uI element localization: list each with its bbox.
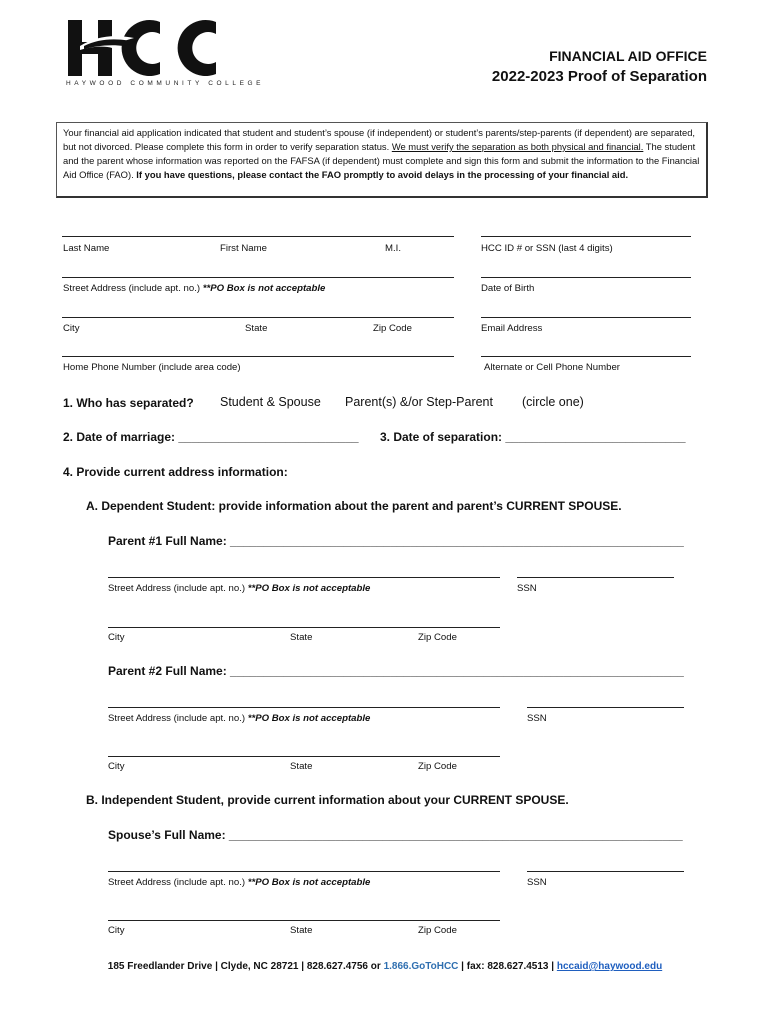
parent2-zip-label: Zip Code xyxy=(418,761,457,772)
spouse-city-line[interactable] xyxy=(108,920,500,921)
logo-subtext: HAYWOOD COMMUNITY COLLEGE xyxy=(66,80,265,87)
parent1-state-label: State xyxy=(290,632,313,643)
footer-address: 185 Freedlander Drive | Clyde, NC 28721 | 828.627.4756 or xyxy=(107,961,384,972)
q4-label: 4. Provide current address information: xyxy=(63,465,288,479)
parent1-zip-label: Zip Code xyxy=(418,632,457,643)
parent2-name-field[interactable]: Parent #2 Full Name: ____________________________________________________________________ xyxy=(108,664,684,678)
first-name-label: First Name xyxy=(220,243,267,254)
alt-phone-line[interactable] xyxy=(481,356,691,357)
parent2-ssn-line[interactable] xyxy=(527,707,684,708)
spouse-state-label: State xyxy=(290,925,313,936)
parent1-ssn-label: SSN xyxy=(517,583,537,594)
instructions-box xyxy=(56,122,708,198)
id-label: HCC ID # or SSN (last 4 digits) xyxy=(481,243,613,254)
spouse-ssn-label: SSN xyxy=(527,877,547,888)
parent2-city-label: City xyxy=(108,761,125,772)
email-line[interactable] xyxy=(481,317,691,318)
spouse-ssn-line[interactable] xyxy=(527,871,684,872)
parent2-street-label: Street Address (include apt. no.) **PO Box is not acceptable xyxy=(108,713,371,724)
instructions-bold: If you have questions, please contact the FAO promptly to avoid delays in the processing of your financial aid. xyxy=(136,169,629,180)
city-label: City xyxy=(63,323,80,334)
spouse-street-label: Street Address (include apt. no.) **PO Box is not acceptable xyxy=(108,877,371,888)
footer-fax: | fax: 828.627.4513 | xyxy=(458,961,557,972)
parent1-city-line[interactable] xyxy=(108,627,500,628)
zip-label: Zip Code xyxy=(373,323,412,334)
section-b-title: B. Independent Student, provide current information about your CURRENT SPOUSE. xyxy=(86,793,569,807)
po-box-note: **PO Box is not acceptable xyxy=(247,583,371,594)
home-phone-line[interactable] xyxy=(62,356,454,357)
home-phone-label: Home Phone Number (include area code) xyxy=(63,362,241,373)
footer-email-link[interactable]: hccaid@haywood.edu xyxy=(556,961,663,972)
name-line[interactable] xyxy=(62,236,454,237)
footer-tollfree: 1.866.GoToHCC xyxy=(383,961,459,972)
id-line[interactable] xyxy=(481,236,691,237)
q1-circle-note: (circle one) xyxy=(522,395,584,409)
footer-contact xyxy=(0,961,770,972)
po-box-note: **PO Box is not acceptable xyxy=(202,283,326,294)
form-title: 2022-2023 Proof of Separation xyxy=(491,68,707,85)
po-box-note: **PO Box is not acceptable xyxy=(247,877,371,888)
parent2-city-line[interactable] xyxy=(108,756,500,757)
last-name-label: Last Name xyxy=(63,243,110,254)
parent2-ssn-label: SSN xyxy=(527,713,547,724)
mi-label: M.I. xyxy=(385,243,401,254)
instructions-underlined: We must verify the separation as both physical and financial. xyxy=(391,141,644,152)
parent1-street-line[interactable] xyxy=(108,577,500,578)
q3-separation-date[interactable]: 3. Date of separation: ___________________________ xyxy=(380,430,686,444)
q1-option-parents[interactable]: Parent(s) &/or Step-Parent xyxy=(345,395,493,409)
q1-option-student-spouse[interactable]: Student & Spouse xyxy=(220,395,321,409)
parent1-ssn-line[interactable] xyxy=(517,577,674,578)
parent2-state-label: State xyxy=(290,761,313,772)
q1-label: 1. Who has separated? xyxy=(63,396,194,410)
email-label: Email Address xyxy=(481,323,543,334)
hcc-logo xyxy=(66,16,232,90)
instructions-text-2: The student and the parent whose information was reported on the FAFSA (if dependent) must complete and sign this form and submit the information to the Financial Aid Office (FAO). xyxy=(63,141,700,180)
spouse-city-label: City xyxy=(108,925,125,936)
spouse-zip-label: Zip Code xyxy=(418,925,457,936)
state-label: State xyxy=(245,323,268,334)
alt-phone-label: Alternate or Cell Phone Number xyxy=(484,362,620,373)
street-line[interactable] xyxy=(62,277,454,278)
dob-label: Date of Birth xyxy=(481,283,535,294)
office-title: FINANCIAL AID OFFICE xyxy=(549,48,707,64)
parent2-street-line[interactable] xyxy=(108,707,500,708)
spouse-name-field[interactable]: Spouse’s Full Name: ____________________________________________________________________ xyxy=(108,828,683,842)
parent1-name-field[interactable]: Parent #1 Full Name: ____________________________________________________________________ xyxy=(108,534,684,548)
city-line[interactable] xyxy=(62,317,454,318)
po-box-note: **PO Box is not acceptable xyxy=(247,713,371,724)
q2-marriage-date[interactable]: 2. Date of marriage: ___________________________ xyxy=(63,430,359,444)
parent1-city-label: City xyxy=(108,632,125,643)
parent1-street-label: Street Address (include apt. no.) **PO Box is not acceptable xyxy=(108,583,371,594)
street-label: Street Address (include apt. no.) **PO Box is not acceptable xyxy=(63,283,326,294)
instructions-text-1: Your financial aid application indicated that student and student’s spouse (if independent) or student’s parents/step-parents (if dependent) are separated, but not divorced. Please complete this form in order to verify separation status. xyxy=(63,127,696,152)
section-a-title: A. Dependent Student: provide information about the parent and parent’s CURRENT SPOUSE. xyxy=(86,499,622,513)
spouse-street-line[interactable] xyxy=(108,871,500,872)
dob-line[interactable] xyxy=(481,277,691,278)
